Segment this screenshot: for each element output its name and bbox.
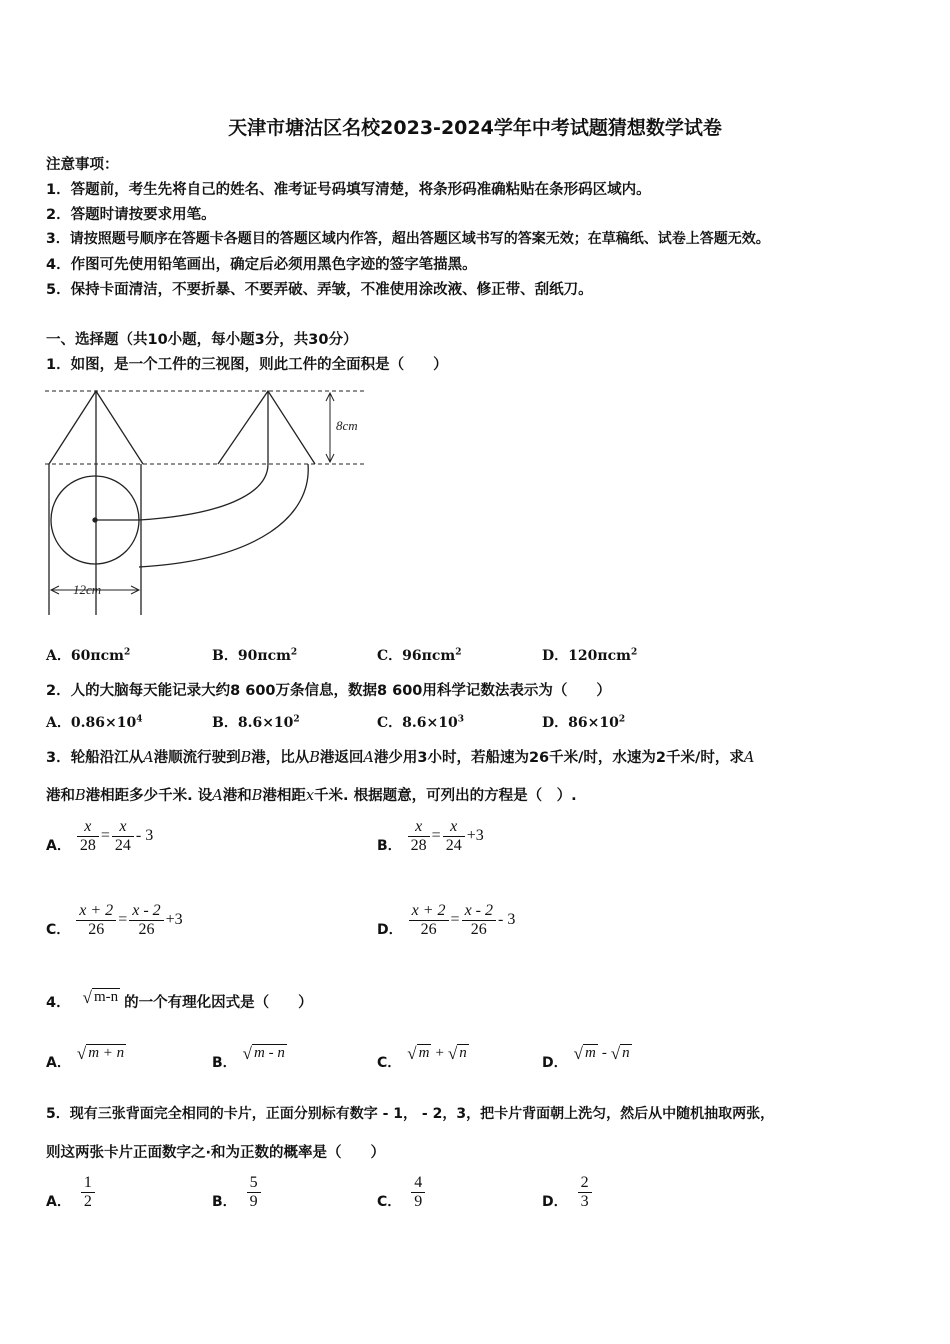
section-heading: 一、选择题（共10小题，每小题3分，共30分） [46,332,358,348]
q5-option-a[interactable]: A． $\frac{1}{2}$ [46,1173,95,1211]
question-4-stem: 4． √ m-n 的一个有理化因式是（ ） [46,988,313,1011]
q3-option-b[interactable]: B． $\frac{x}{28}$ = $\frac{x}{24}$ +3 [377,817,484,854]
question-2-stem: 2．人的大脑每天能记录大约8 600万条信息，数据8 600用科学记数法表示为（ ） [46,683,611,699]
note-item: 1．答题前，考生先将自己的姓名、准考证号码填写清楚，将条形码准确粘贴在条形码区域内。 [46,182,651,198]
question-1-stem: 1．如图，是一个工件的三视图，则此工件的全面积是（ ） [46,357,448,373]
note-item: 4．作图可先使用铅笔画出，确定后必须用黑色字迹的签字笔描黑。 [46,257,477,273]
q2-option-c[interactable]: C．$8.6\times 10^3$ [377,714,464,731]
q2-option-b[interactable]: B．$8.6\times 10^2$ [212,714,300,731]
q1-option-b[interactable]: B．90πcm$^2$ [212,647,298,664]
q2-option-d[interactable]: D．$86\times 10^2$ [542,714,626,731]
dim-width-label: 12cm [73,582,102,597]
question-5-line-2: 则这两张卡片正面数字之·和为正数的概率是（ ） [46,1145,386,1161]
note-item: 5．保持卡面清洁，不要折暴、不要弄破、弄皱，不准使用涂改液、修正带、刮纸刀。 [46,282,593,298]
q2-option-a[interactable]: A．$0.86\times 10^4$ [46,714,143,731]
question-3-line-1: 3．轮船沿江从A港顺流行驶到B港，比从B港返回A港少用3小时，若船速为26千米/时，水速为2千米/时，求A [46,750,755,766]
note-item: 2．答题时请按要求用笔。 [46,207,216,223]
notes-heading: 注意事项： [46,157,119,173]
q3-option-a[interactable]: A． $\frac{x}{28}$ = $\frac{x}{24}$ - 3 [46,817,154,854]
q5-option-b[interactable]: B． $\frac{5}{9}$ [212,1173,261,1211]
q4-option-b[interactable]: B． √ m - n [212,1044,285,1071]
question-3-line-2: 港和B港相距多少千米. 设A港和B港相距x千米. 根据题意，可列出的方程是（ ）. [46,788,577,804]
q4-option-c[interactable]: C． √ m + √ n [377,1044,467,1071]
q5-option-c[interactable]: C． $\frac{4}{9}$ [377,1173,425,1211]
q4-option-d[interactable]: D． √ m - √ n [542,1044,630,1071]
dim-height-label: 8cm [336,418,358,433]
q1-option-a[interactable]: A．60πcm$^2$ [46,647,131,664]
note-item: 3．请按照题号顺序在答题卡各题目的答题区域内作答，超出答题区域书写的答案无效；在草稿纸、试卷上答题无效。 [46,231,770,247]
question-5-line-1: 5．现有三张背面完全相同的卡片，正面分别标有数字 - 1， - 2，3，把卡片背面朝上洗匀，然后从中随机抽取两张， [46,1106,775,1122]
q1-option-c[interactable]: C．96πcm$^2$ [377,647,462,664]
page-title: 天津市塘沽区名校2023-2024学年中考试题猜想数学试卷 [228,117,722,139]
q5-option-d[interactable]: D． $\frac{2}{3}$ [542,1173,592,1211]
three-view-figure [40,385,380,625]
q4-option-a[interactable]: A． √ m + n [46,1044,125,1071]
q3-option-c[interactable]: C． $\frac{x + 2}{26}$ = $\frac{x - 2}{26}$ +3 [46,901,183,938]
q1-option-d[interactable]: D．120πcm$^2$ [542,647,638,664]
q3-option-d[interactable]: D． $\frac{x + 2}{26}$ = $\frac{x - 2}{26}$ - 3 [377,901,516,938]
